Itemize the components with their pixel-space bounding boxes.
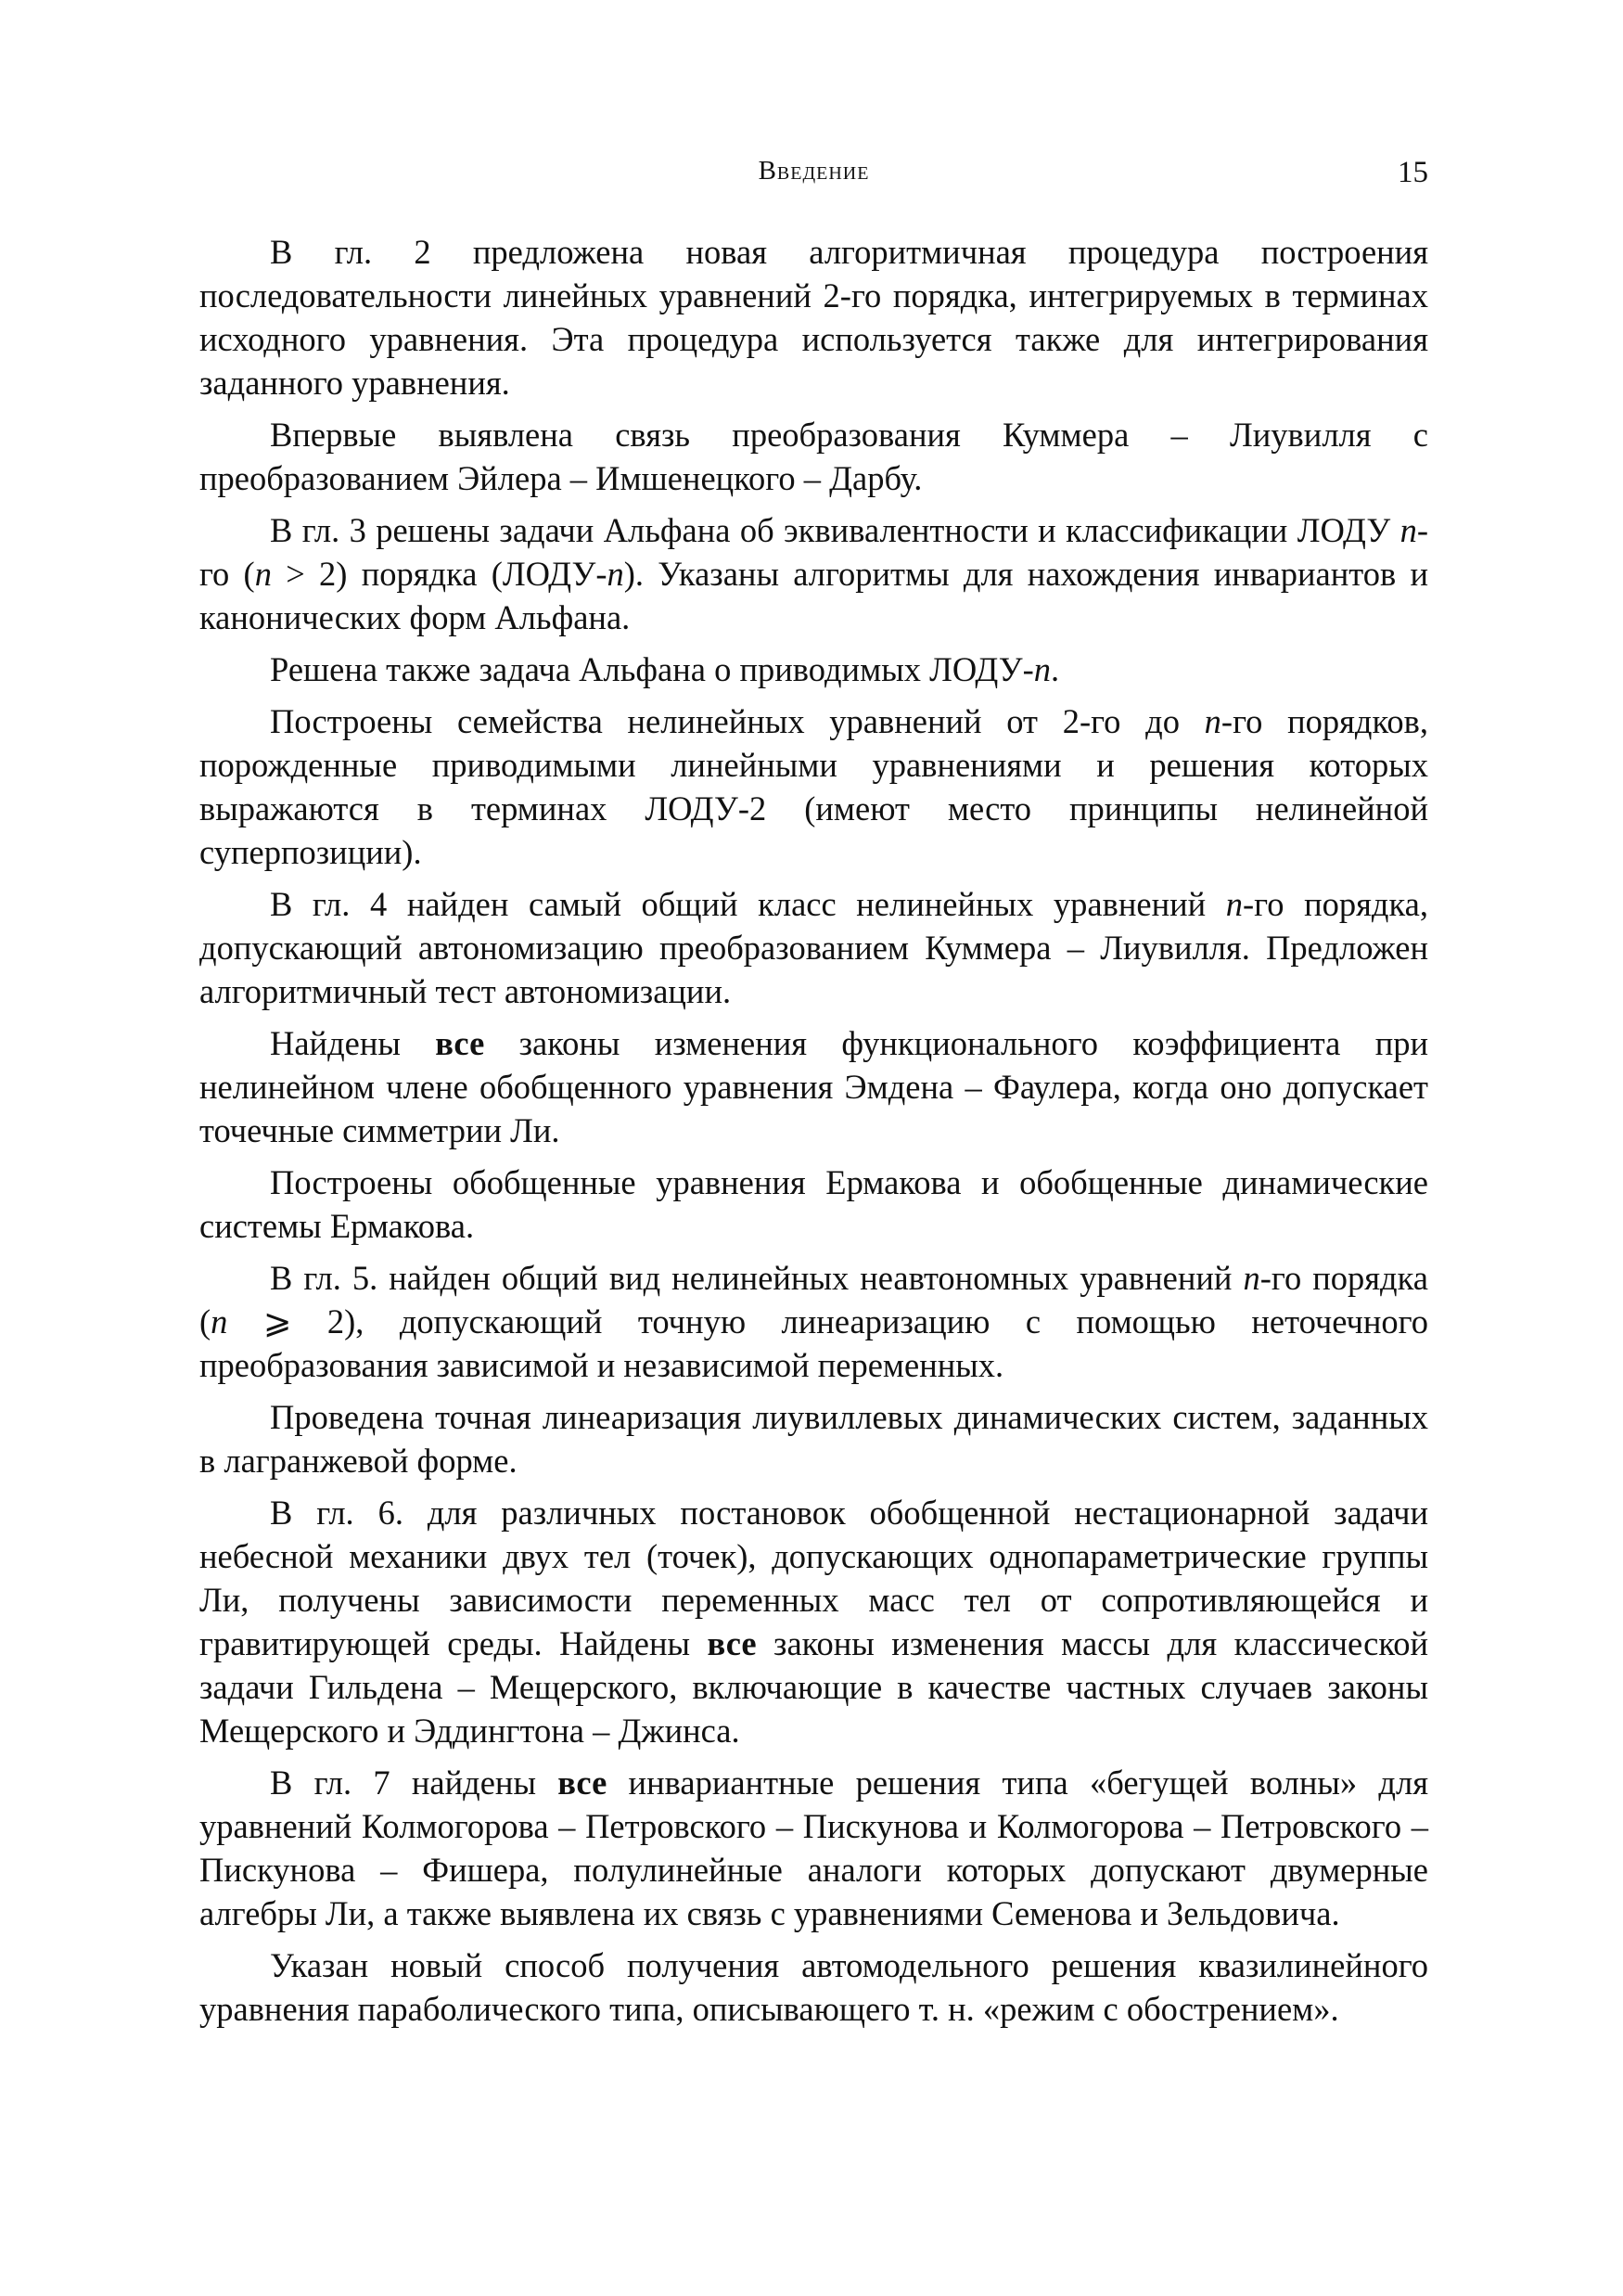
paragraph xyxy=(199,1161,1428,1248)
paragraph xyxy=(199,699,1428,874)
text-run: > 2) порядка (ЛОДУ- xyxy=(271,555,607,593)
math-variable: n xyxy=(1243,1259,1260,1297)
text-run: законы изменения функционального коэффициента при нелинейном члене обобщенного уравнения Эмдена – Фаулера, когда оно допускает точечные симметрии Ли. xyxy=(199,1024,1429,1149)
math-variable: n xyxy=(211,1302,228,1340)
text-run: В гл. 6. для различных постановок обобщенной нестационарной задачи небесной механики двух тел (точек), допускающих однопараметрические группы Ли, получены зависимости переменных масс тел от сопротивляющейся и гравитирующей среды. Найдены xyxy=(199,1494,1428,1662)
text-run: ⩾ 2), допускающий точную линеаризацию с помощью неточечного преобразования зависимой и независимой переменных. xyxy=(199,1302,1428,1384)
text-run: -го порядка, допускающий автономизацию преобразованием Куммера – Лиувилля. Предложен алгоритмичный тест автономизации. xyxy=(199,885,1428,1010)
page-header xyxy=(199,156,1428,193)
paragraph xyxy=(199,1491,1428,1752)
text-run: -го порядков, порожденные приводимыми линейными уравнениями и решения которых выражаются в терминах ЛОДУ-2 (имеют место принципы нелинейной суперпозиции). xyxy=(199,702,1428,871)
paragraph xyxy=(199,1395,1428,1482)
body-text xyxy=(199,230,1428,2039)
text-run: В гл. 4 найден самый общий класс нелинейных уравнений xyxy=(270,885,1226,923)
text-run: инвариантные решения типа «бегущей волны» для уравнений Колмогорова – Петровского – Пискунова и Колмогорова – Петровского – Пискунова – Фишера, полулинейные аналоги которых допускают двумерные алгебры Ли, а также выявлена их связь с уравнениями Семенова и Зельдовича. xyxy=(199,1764,1428,1932)
math-variable: n xyxy=(1204,702,1221,740)
math-variable: n xyxy=(607,555,624,593)
paragraph xyxy=(199,230,1428,404)
text-run: . xyxy=(1050,650,1060,688)
text-run: законы изменения массы для классической задачи Гильдена – Мещерского, включающие в качестве частных случаев законы Мещерского и Эддингтона – Джинса. xyxy=(199,1624,1428,1750)
emphasis-bold: все xyxy=(557,1764,607,1802)
paragraph xyxy=(199,413,1428,500)
text-run: В гл. 7 найдены xyxy=(270,1764,558,1802)
paragraph xyxy=(199,882,1428,1013)
text-run: Решена также задача Альфана о приводимых ЛОДУ- xyxy=(270,650,1034,688)
math-variable: n xyxy=(1399,511,1417,549)
paragraph xyxy=(199,1943,1428,2031)
text-run: -го порядка ( xyxy=(199,1259,1428,1340)
emphasis-bold: все xyxy=(435,1024,485,1062)
text-run: Построены обобщенные уравнения Ермакова и обобщенные динамические системы Ермакова. xyxy=(199,1163,1428,1245)
text-run: Указан новый способ получения автомодельного решения квазилинейного уравнения параболического типа, описывающего т. н. «режим с обострением». xyxy=(199,1946,1428,2028)
running-title: Введение xyxy=(758,156,870,186)
math-variable: n xyxy=(254,555,272,593)
text-run: В гл. 2 предложена новая алгоритмичная процедура построения последовательности линейных уравнений 2-го порядка, интегрируемых в терминах исходного уравнения. Эта процедура используется также для интегрирования заданного уравнения. xyxy=(199,233,1428,402)
text-run: В гл. 3 решены задачи Альфана об эквивалентности и классификации ЛОДУ xyxy=(270,511,1400,549)
text-run: Построены семейства нелинейных уравнений от 2-го до xyxy=(270,702,1205,740)
math-variable: n xyxy=(1033,650,1051,688)
text-run: -го ( xyxy=(199,511,1428,593)
page-number: 15 xyxy=(1398,156,1428,189)
text-run: ). Указаны алгоритмы для нахождения инвариантов и канонических форм Альфана. xyxy=(199,555,1428,636)
emphasis-bold: все xyxy=(707,1624,757,1662)
text-run: Впервые выявлена связь преобразования Куммера – Лиувилля с преобразованием Эйлера – Имшенецкого – Дарбу. xyxy=(199,416,1428,497)
text-run: Найдены xyxy=(270,1024,436,1062)
paragraph xyxy=(199,1256,1428,1387)
math-variable: n xyxy=(1225,885,1244,923)
paragraph xyxy=(199,508,1428,639)
text-run: В гл. 5. найден общий вид нелинейных неавтономных уравнений xyxy=(270,1259,1244,1297)
paragraph xyxy=(199,1761,1428,1935)
text-run: Проведена точная линеаризация лиувиллевых динамических систем, заданных в лагранжевой форме. xyxy=(199,1398,1428,1480)
paragraph xyxy=(199,1021,1428,1152)
paragraph xyxy=(199,648,1428,691)
